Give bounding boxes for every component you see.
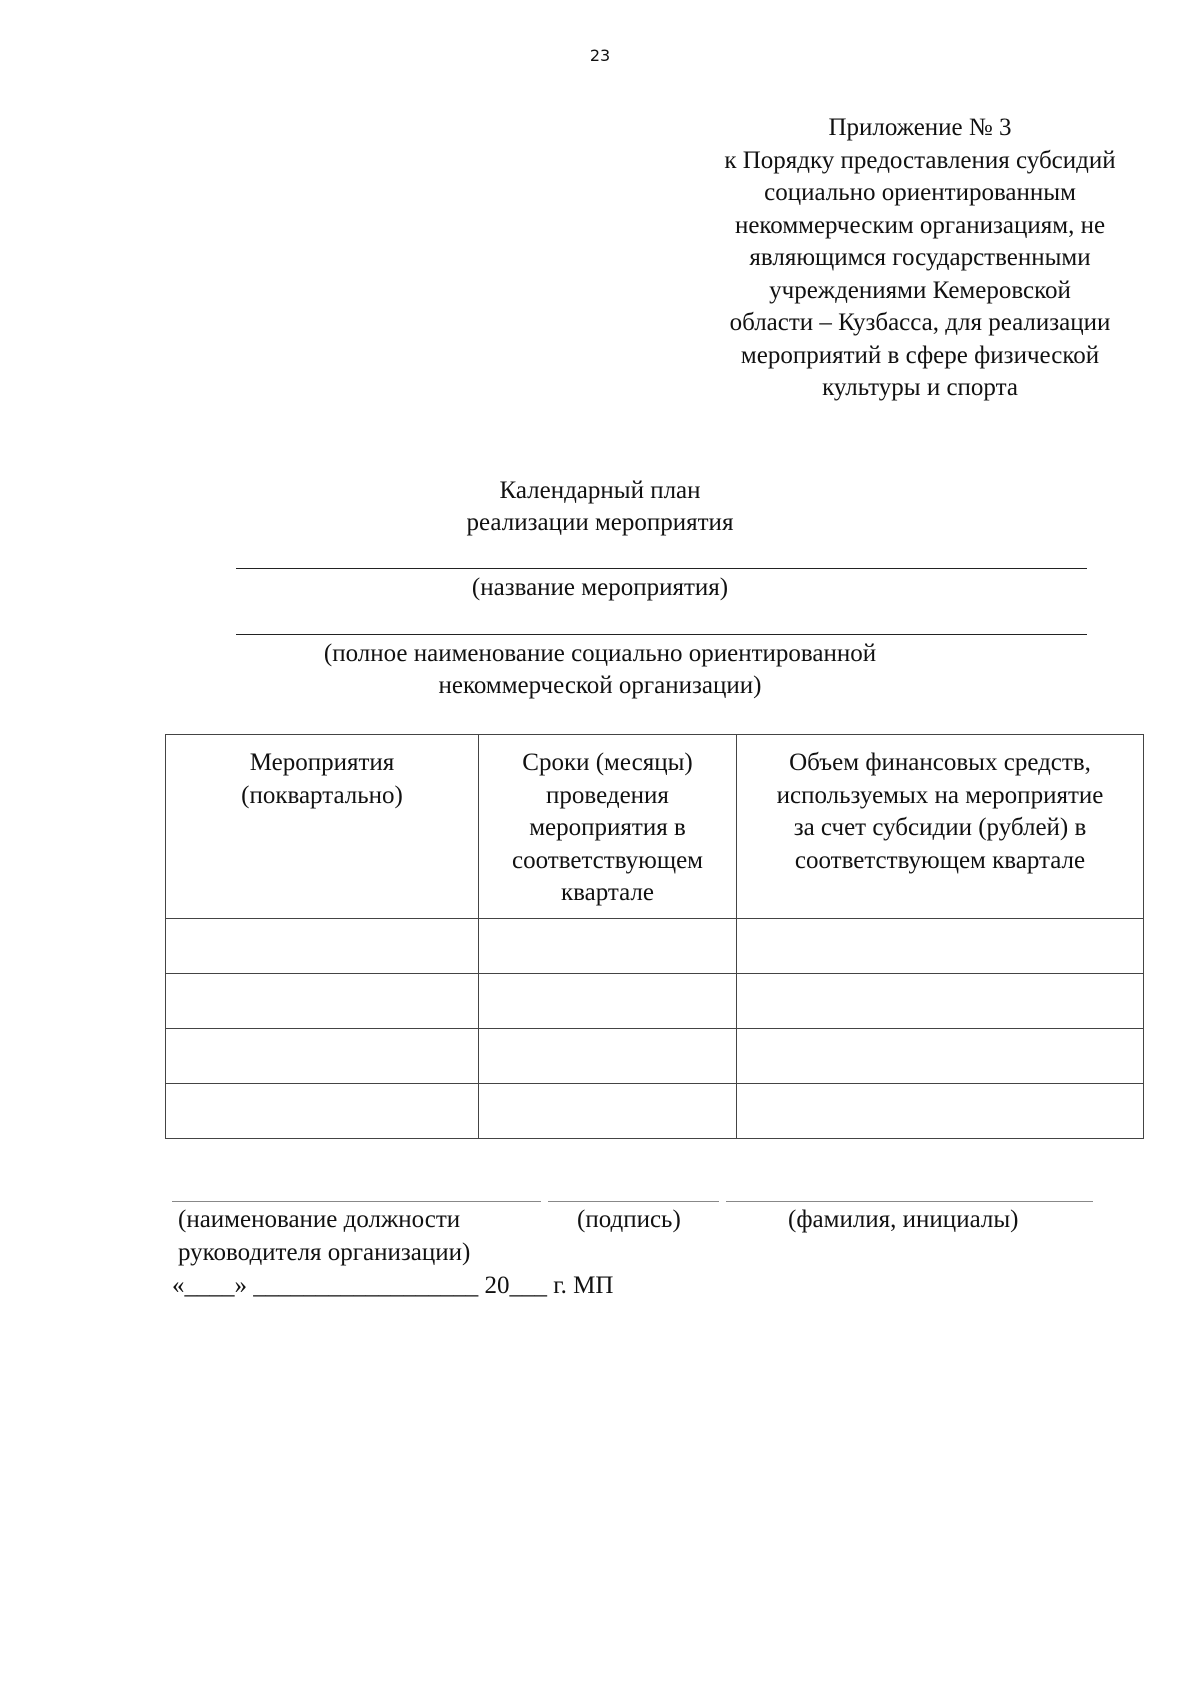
header-line: используемых на мероприятие — [776, 781, 1104, 809]
annex-line: являющимся государственными — [749, 244, 1091, 271]
annex-line: социально ориентированным — [764, 179, 1076, 206]
annex-line: к Порядку предоставления субсидий — [724, 146, 1116, 174]
header-funding — [737, 735, 1144, 919]
table-cell — [479, 919, 737, 974]
header-line: соответствующем квартале — [794, 846, 1086, 874]
annex-line: культуры и спорта — [822, 374, 1018, 401]
date-and-seal-line: «____» __________________ 20___ г. МП — [172, 1272, 614, 1299]
table-cell — [479, 1084, 737, 1139]
header-line: соответствующем — [512, 846, 703, 874]
table-cell — [166, 919, 479, 974]
annex-line: некоммерческим организациям, не — [734, 211, 1106, 239]
table-cell — [479, 1029, 737, 1084]
position-caption-line-1: (наименование должности — [178, 1206, 461, 1233]
signature-caption: (подпись) — [577, 1206, 681, 1233]
annex-line: мероприятий в сфере физической — [740, 341, 1100, 369]
event-name-caption: (название мероприятия) — [471, 574, 729, 601]
table-cell — [166, 1029, 479, 1084]
position-caption — [178, 1204, 470, 1269]
header-events — [166, 735, 479, 919]
table-row — [166, 1084, 1144, 1139]
table-cell — [166, 1084, 479, 1139]
header-timing — [479, 735, 737, 919]
signature-line — [548, 1201, 719, 1202]
table-cell — [479, 974, 737, 1029]
table-cell — [166, 974, 479, 1029]
table-cell — [737, 919, 1144, 974]
name-caption: (фамилия, инициалы) — [788, 1206, 1019, 1233]
header-line: мероприятия в — [529, 814, 686, 841]
document-title — [0, 475, 1200, 539]
header-line: за счет субсидии (рублей) в — [793, 814, 1087, 841]
title-line-2: реализации мероприятия — [466, 509, 734, 536]
table-cell — [737, 1029, 1144, 1084]
table-row — [166, 919, 1144, 974]
calendar-plan-table — [165, 734, 1144, 1139]
header-line: квартале — [560, 879, 654, 906]
title-line-1: Календарный план — [499, 477, 701, 504]
table-header-row — [166, 735, 1144, 919]
annex-header — [660, 112, 1180, 405]
header-line: Мероприятия — [249, 749, 395, 776]
page-number: 23 — [589, 46, 611, 65]
name-signature-line — [726, 1201, 1093, 1202]
organization-caption — [0, 638, 1200, 702]
header-line: Сроки (месяцы) — [522, 749, 693, 776]
organization-caption-line-2: некоммерческой организации) — [438, 672, 762, 699]
annex-line: Приложение № 3 — [828, 114, 1012, 141]
annex-line: области – Кузбасса, для реализации — [729, 309, 1111, 336]
organization-caption-line-1: (полное наименование социально ориентированной — [323, 640, 877, 667]
event-name-fill-line — [236, 568, 1087, 569]
header-line: (поквартально) — [241, 781, 403, 809]
header-line: проведения — [546, 781, 669, 809]
table-row — [166, 1029, 1144, 1084]
annex-line: учреждениями Кемеровской — [769, 276, 1071, 304]
header-line: Объем финансовых средств, — [789, 749, 1091, 776]
table-row — [166, 974, 1144, 1029]
organization-fill-line — [236, 634, 1087, 635]
position-signature-line — [172, 1201, 541, 1202]
table-cell — [737, 974, 1144, 1029]
position-caption-line-2: руководителя организации) — [178, 1238, 471, 1266]
table-cell — [737, 1084, 1144, 1139]
